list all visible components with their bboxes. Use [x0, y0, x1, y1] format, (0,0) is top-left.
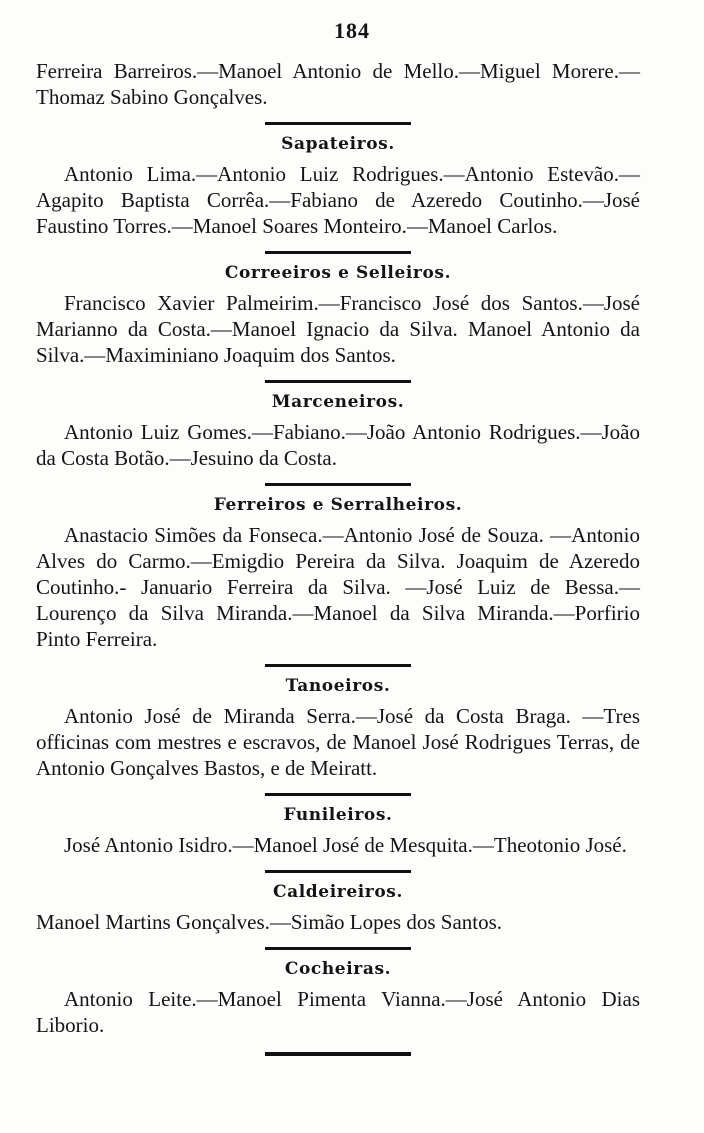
section-paragraph: Francisco Xavier Palmeirim.—Francisco José dos Santos.—José Marianno da Costa.—Manoel Ignacio da Silva. Manoel Antonio da Silva.—Maximiniano Joaquim dos Santos.: [36, 291, 640, 367]
section-ferreiros: [36, 483, 640, 652]
section-paragraph: Antonio José de Miranda Serra.—José da Costa Braga. —Tres officinas com mestres e escravos, de Manoel José Rodrigues Terras, de Antonio Gonçalves Bastos, e de Meiratt.: [36, 704, 640, 780]
section-paragraph: Antonio Luiz Gomes.—Fabiano.—João Antonio Rodrigues.—João da Costa Botão.—Jesuino da Costa.: [36, 420, 640, 470]
section-heading: Caldeireiros.: [273, 882, 403, 902]
section-paragraph: Anastacio Simões da Fonseca.—Antonio José de Souza. —Antonio Alves do Carmo.—Emigdio Pereira da Silva. Joaquim de Azeredo Coutinho.- Januario Ferreira da Silva. —José Luiz de Bessa.—Lourenço da Silva Miranda.—Manoel da Silva Miranda.—Porfirio Pinto Ferreira.: [36, 523, 640, 651]
section-heading: Cocheiras.: [284, 959, 392, 979]
section-divider: [265, 483, 411, 486]
section-divider: [265, 947, 411, 950]
page-content: [36, 58, 640, 1056]
section-heading: Ferreiros e Serralheiros.: [213, 495, 463, 515]
section-tanoeiros: [36, 664, 640, 781]
section-divider: [265, 793, 411, 796]
section-divider: [265, 122, 411, 125]
opening-paragraph: Ferreira Barreiros.—Manoel Antonio de Mello.—Miguel Morere.—Thomaz Sabino Gonçalves.: [36, 59, 640, 109]
section-divider: [265, 380, 411, 383]
section-paragraph: Antonio Lima.—Antonio Luiz Rodrigues.—Antonio Estevão.—Agapito Baptista Corrêa.—Fabiano de Azeredo Coutinho.—José Faustino Torres.—Manoel Soares Monteiro.—Manoel Carlos.: [36, 162, 640, 238]
section-sapateiros: [36, 122, 640, 239]
section-funileiros: [36, 793, 640, 858]
closing-divider: [265, 1052, 411, 1056]
section-heading: Marceneiros.: [271, 392, 405, 412]
section-paragraph: Antonio Leite.—Manoel Pimenta Vianna.—José Antonio Dias Liborio.: [36, 987, 640, 1037]
section-correeiros: [36, 251, 640, 368]
section-marceneiros: [36, 380, 640, 471]
section-divider: [265, 664, 411, 667]
section-paragraph: Manoel Martins Gonçalves.—Simão Lopes dos Santos.: [36, 910, 503, 934]
section-caldeireiros: [36, 870, 640, 935]
section-heading: Tanoeiros.: [285, 676, 391, 696]
section-divider: [265, 870, 411, 873]
page-number: 184: [334, 18, 370, 43]
section-paragraph: José Antonio Isidro.—Manoel José de Mesquita.—Theotonio José.: [64, 833, 627, 857]
section-heading: Sapateiros.: [281, 134, 395, 154]
section-heading: Correeiros e Selleiros.: [224, 263, 452, 283]
section-heading: Funileiros.: [283, 805, 393, 825]
section-divider: [265, 251, 411, 254]
section-cocheiras: [36, 947, 640, 1056]
